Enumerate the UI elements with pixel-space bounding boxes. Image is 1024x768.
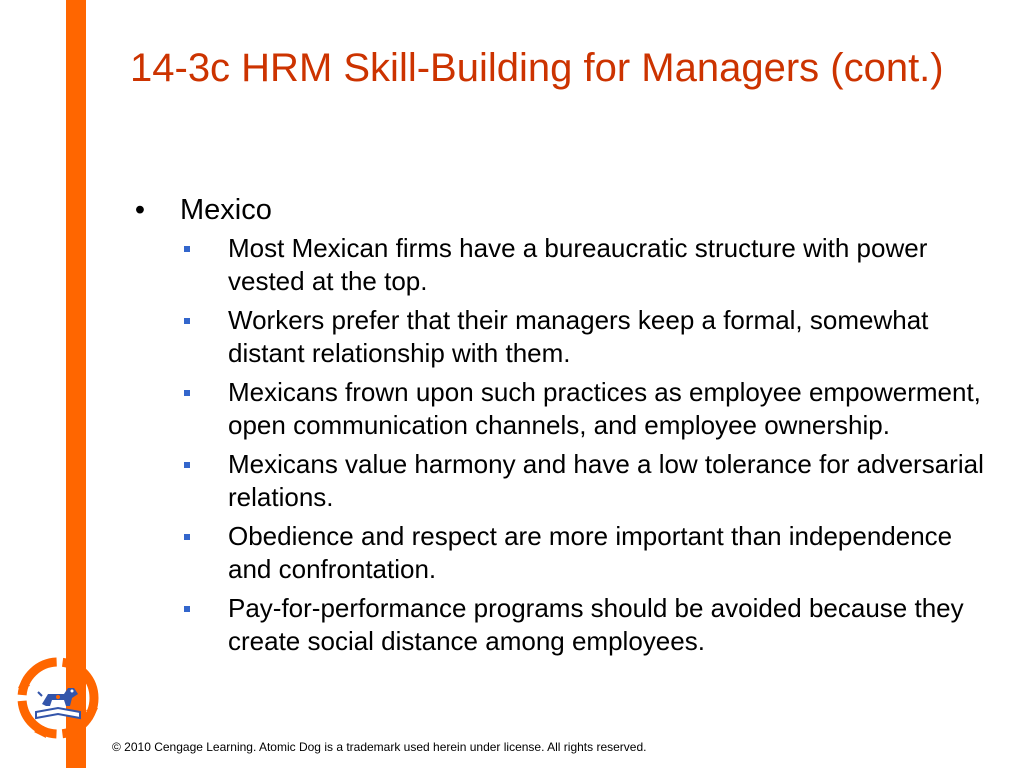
square-bullet-icon — [184, 390, 190, 396]
sub-bullet-text: Most Mexican firms have a bureaucratic structure with power vested at the top. — [228, 233, 928, 296]
square-bullet-icon — [184, 318, 190, 324]
sub-bullet-text: Pay-for-performance programs should be avoided because they create social distance among employees. — [228, 593, 964, 656]
bullet-item — [130, 190, 990, 230]
slide-content — [130, 190, 990, 664]
sub-bullet-item — [130, 592, 990, 658]
sub-bullet-text: Workers prefer that their managers keep a formal, somewhat distant relationship with them. — [228, 305, 929, 368]
sub-bullet-list — [130, 232, 990, 658]
bullet-text: Mexico — [180, 194, 272, 226]
square-bullet-icon — [184, 534, 190, 540]
bullet-marker: • — [134, 194, 146, 226]
sub-bullet-item — [130, 232, 990, 298]
sub-bullet-text: Obedience and respect are more important than independence and confrontation. — [228, 521, 953, 584]
atomic-dog-logo-icon — [12, 652, 104, 744]
sub-bullet-text: Mexicans frown upon such practices as employee empowerment, open communication channels, and employee ownership. — [228, 377, 981, 440]
sub-bullet-item — [130, 448, 990, 514]
sub-bullet-item — [130, 304, 990, 370]
sub-bullet-item — [130, 376, 990, 442]
sub-bullet-text: Mexicans value harmony and have a low tolerance for adversarial relations. — [228, 449, 984, 512]
square-bullet-icon — [184, 462, 190, 468]
sub-bullet-item — [130, 520, 990, 586]
square-bullet-icon — [184, 246, 190, 252]
footer-copyright: © 2010 Cengage Learning. Atomic Dog is a trademark used herein under license. All rights reserved. — [112, 740, 647, 754]
slide-title: 14-3c HRM Skill-Building for Managers (cont.) — [130, 46, 944, 90]
square-bullet-icon — [184, 606, 190, 612]
